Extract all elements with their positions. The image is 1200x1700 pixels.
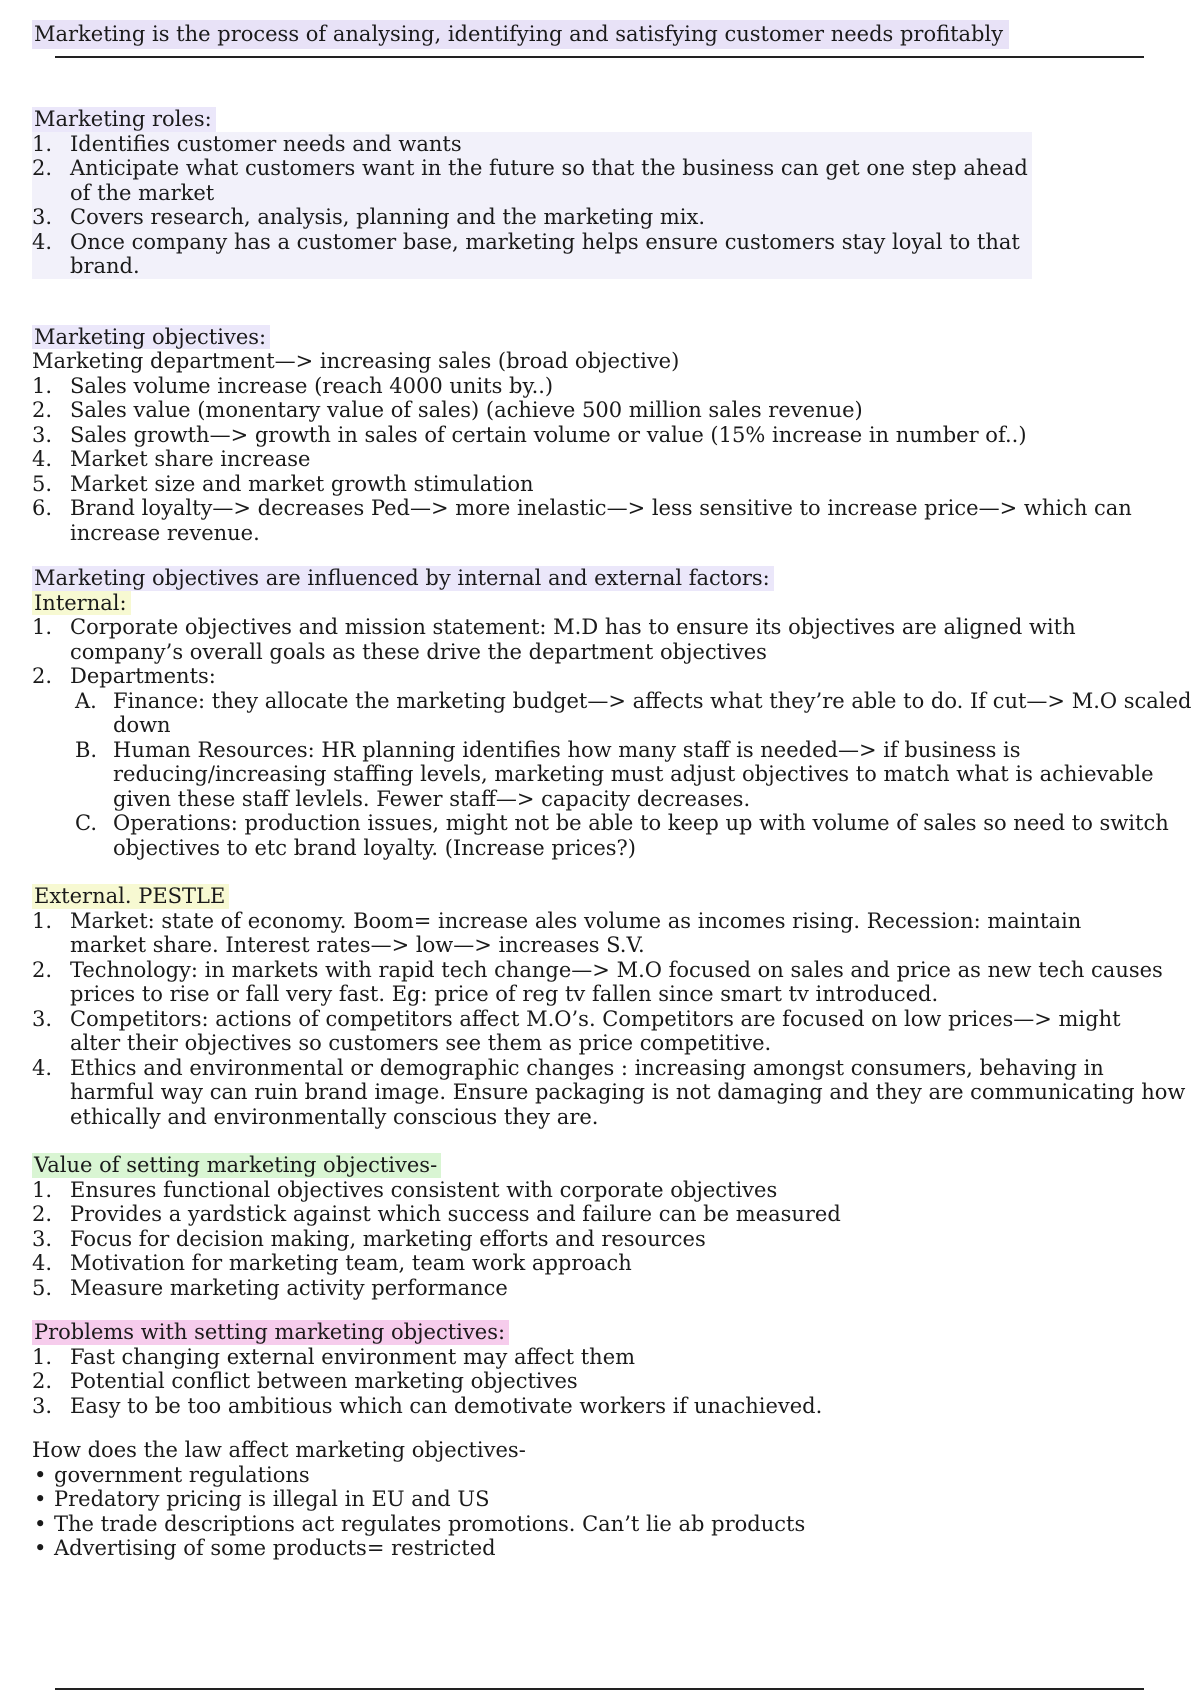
list-item: 1. Fast changing external environment may affect them bbox=[32, 1344, 636, 1369]
list-item: 3. Competitors: actions of competitors affect M.O’s. Competitors are focused on low prices—> might alter their objectives so customers see them as price competitive. bbox=[32, 1006, 1121, 1055]
list-item: 4. Ethics and environmental or demographic changes : increasing amongst consumers, behaving in harmful way can ruin brand image. Ensure packaging is not damaging and they are communicating how ethically and environmentally conscious they are. bbox=[32, 1055, 1186, 1129]
list-item: 3. Focus for decision making, marketing efforts and resources bbox=[32, 1226, 706, 1251]
list-item: 1. Corporate objectives and mission statement: M.D has to ensure its objectives are aligned with company’s overall goals as these drive the department objectives bbox=[32, 615, 1076, 664]
roles-list bbox=[32, 132, 1032, 279]
top-divider bbox=[55, 56, 1144, 58]
list-item: 2. Provides a yardstick against which success and failure can be measured bbox=[32, 1202, 841, 1226]
bullet-icon: • bbox=[34, 1462, 47, 1487]
list-item: 3. Sales growth—> growth in sales of certain volume or value (15% increase in number of..) bbox=[32, 422, 1027, 447]
list-item: 4. Once company has a customer base, marketing helps ensure customers stay loyal to that brand. bbox=[32, 229, 1020, 278]
list-item: 2. Anticipate what customers want in the future so that the business can get one step ahead of the market bbox=[32, 156, 1028, 205]
bottom-divider bbox=[55, 1688, 1144, 1690]
external-list bbox=[32, 909, 1192, 1130]
list-item: A. Finance: they allocate the marketing budget—> affects what they’re able to do. If cut—> M.O scaled down bbox=[75, 688, 1192, 737]
list-item: 2. Departments: bbox=[32, 664, 216, 688]
list-item: 4. Market share increase bbox=[32, 447, 311, 471]
list-item: 6. Brand loyalty—> decreases Ped—> more inelastic—> less sensitive to increase price—> which can increase revenue. bbox=[32, 496, 1132, 545]
internal-list bbox=[32, 615, 1192, 689]
title-row bbox=[32, 20, 1192, 52]
departments-list bbox=[32, 689, 1192, 861]
list-item: C. Operations: production issues, might not be able to keep up with volume of sales so need to switch objectives to etc brand loyalty. (Increase prices?) bbox=[75, 811, 1169, 860]
problems-heading: Problems with setting marketing objectives: bbox=[32, 1320, 509, 1345]
section-influences bbox=[32, 566, 1192, 860]
list-item: 1. Sales volume increase (reach 4000 units by..) bbox=[32, 373, 554, 398]
list-item: 5. Measure marketing activity performance bbox=[32, 1275, 508, 1300]
objectives-heading: Marketing objectives: bbox=[32, 325, 270, 350]
section-problems bbox=[32, 1320, 1192, 1418]
objectives-intro: Marketing department—> increasing sales (broad objective) bbox=[32, 349, 680, 373]
value-list bbox=[32, 1178, 1192, 1301]
influences-heading: Marketing objectives are influenced by internal and external factors: bbox=[32, 566, 774, 591]
external-label: External. PESTLE bbox=[32, 884, 229, 909]
section-roles bbox=[32, 107, 1192, 279]
objectives-list bbox=[32, 374, 1192, 546]
value-heading: Value of setting marketing objectives- bbox=[32, 1153, 441, 1178]
list-item: 2. Potential conflict between marketing objectives bbox=[32, 1369, 578, 1393]
problems-list bbox=[32, 1345, 1192, 1419]
page-title: Marketing is the process of analysing, identifying and satisfying customer needs profitably bbox=[32, 20, 1009, 49]
list-item: 1. Identifies customer needs and wants bbox=[32, 131, 462, 156]
bullet-icon: • bbox=[34, 1511, 47, 1536]
list-item: • government regulations bbox=[34, 1462, 310, 1487]
law-list bbox=[32, 1463, 1192, 1561]
bullet-icon: • bbox=[34, 1487, 47, 1511]
bullet-icon: • bbox=[34, 1536, 47, 1560]
section-value bbox=[32, 1153, 1192, 1300]
section-law bbox=[32, 1438, 1192, 1561]
list-item: 2. Sales value (monentary value of sales) (achieve 500 million sales revenue) bbox=[32, 398, 863, 422]
list-item: B. Human Resources: HR planning identifies how many staff is needed—> if business is reducing/increasing staffing levels, marketing must adjust objectives to match what is achievable given these staff levlels. Fewer staff—> capacity decreases. bbox=[75, 737, 1154, 811]
section-external bbox=[32, 884, 1192, 1129]
list-item: 5. Market size and market growth stimulation bbox=[32, 471, 534, 496]
list-item: 3. Covers research, analysis, planning and the marketing mix. bbox=[32, 205, 706, 229]
list-item: 2. Technology: in markets with rapid tech change—> M.O focused on sales and price as new tech causes prices to rise or fall very fast. Eg: price of reg tv fallen since smart tv introduced. bbox=[32, 957, 1163, 1006]
list-item: 1. Ensures functional objectives consistent with corporate objectives bbox=[32, 1177, 778, 1202]
section-objectives bbox=[32, 325, 1192, 546]
list-item: 3. Easy to be too ambitious which can demotivate workers if unachieved. bbox=[32, 1393, 823, 1418]
list-item: 4. Motivation for marketing team, team work approach bbox=[32, 1251, 632, 1275]
list-item: • Advertising of some products= restricted bbox=[34, 1536, 496, 1560]
law-heading: How does the law affect marketing objectives- bbox=[32, 1438, 526, 1462]
roles-heading: Marketing roles: bbox=[32, 107, 216, 132]
list-item: 1. Market: state of economy. Boom= increase ales volume as incomes rising. Recession: maintain market share. Interest rates—> low—> increases S.V. bbox=[32, 908, 1082, 957]
list-item: • The trade descriptions act regulates promotions. Can’t lie ab products bbox=[34, 1511, 806, 1536]
list-item: • Predatory pricing is illegal in EU and US bbox=[34, 1487, 490, 1511]
internal-label: Internal: bbox=[32, 591, 131, 616]
notes-page bbox=[32, 20, 1192, 1561]
